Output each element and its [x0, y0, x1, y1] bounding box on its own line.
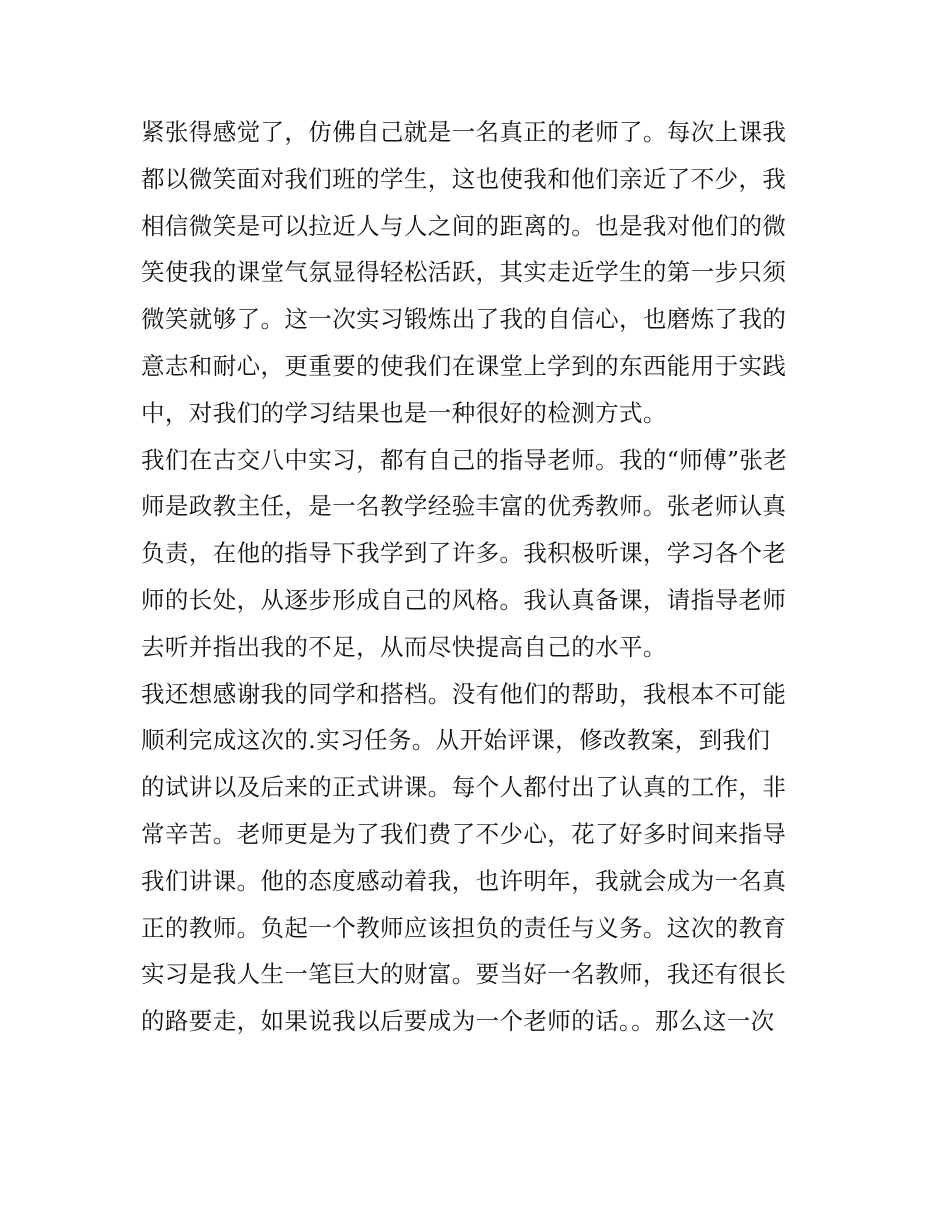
text-line: 常辛苦。老师更是为了我们费了不少心，花了好多时间来指导 — [141, 819, 787, 848]
text-line: 师是政教主任，是一名教学经验丰富的优秀教师。张老师认真 — [141, 492, 787, 521]
text-line: 的路要走，如果说我以后要成为一个老师的话。。那么这一次 — [141, 1007, 775, 1036]
body-text — [141, 109, 821, 1045]
text-line: 笑使我的课堂气氛显得轻松活跃，其实走近学生的第一步只须 — [141, 258, 787, 287]
text-line: 正的教师。负起一个教师应该担负的责任与义务。这次的教育 — [141, 913, 787, 942]
text-line: 中，对我们的学习结果也是一种很好的检测方式。 — [141, 398, 667, 427]
text-line: 都以微笑面对我们班的学生，这也使我和他们亲近了不少，我 — [141, 164, 787, 193]
text-line: 的试讲以及后来的正式讲课。每个人都付出了认真的工作，非 — [141, 773, 787, 802]
text-line: 我们讲课。他的态度感动着我，也许明年，我就会成为一名真 — [141, 866, 787, 895]
text-line: 顺利完成这次的.实习任务。从开始评课，修改教案，到我们 — [141, 726, 771, 755]
text-line: 紧张得感觉了，仿佛自己就是一名真正的老师了。每次上课我 — [141, 118, 787, 146]
text-line: 我还想感谢我的同学和搭档。没有他们的帮助，我根本不可能 — [141, 679, 787, 708]
text-line: 负责，在他的指导下我学到了许多。我积极听课，学习各个老 — [141, 539, 787, 568]
text-line: 意志和耐心，更重要的使我们在课堂上学到的东西能用于实践 — [141, 351, 787, 380]
text-line: 我们在古交八中实习，都有自己的指导老师。我的“师傅”张老 — [141, 445, 788, 474]
text-line: 相信微笑是可以拉近人与人之间的距离的。也是我对他们的微 — [141, 211, 787, 240]
text-line: 师的长处，从逐步形成自己的风格。我认真备课，请指导老师 — [141, 585, 787, 614]
text-line: 去听并指出我的不足，从而尽快提高自己的水平。 — [141, 632, 667, 661]
text-line: 微笑就够了。这一次实习锻炼出了我的自信心，也磨炼了我的 — [141, 305, 787, 334]
text-line: 实习是我人生一笔巨大的财富。要当好一名教师，我还有很长 — [141, 960, 787, 989]
